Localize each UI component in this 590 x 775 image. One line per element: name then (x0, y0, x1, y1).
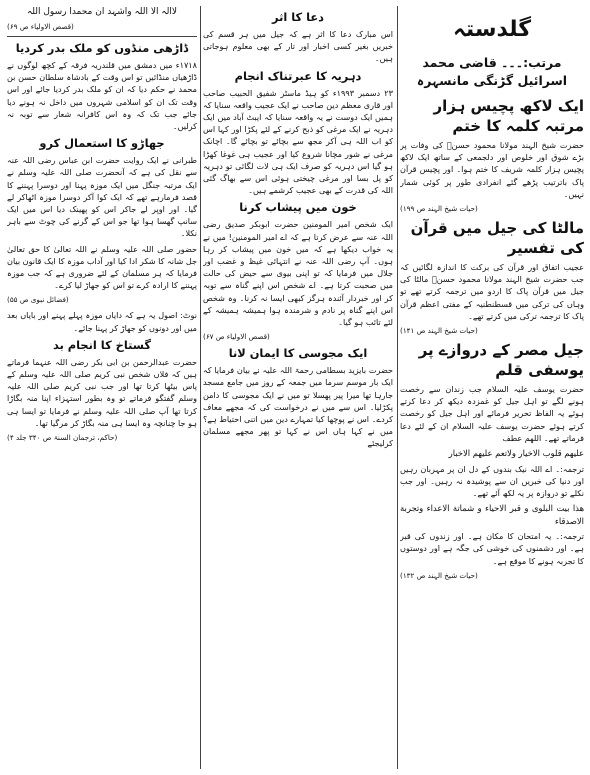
section-heading: گستاخ کا انجام بد (52, 337, 152, 352)
section-body: حضرت بایزید بسطامی رحمۃ اللہ علیہ نے بیان فرمایا کہ ایک بار موسم سرما میں جمعہ کے روز میں جامع مسجد جارہا تھا میرا پیر پھسلا تو میں نے ایک مجوسی کا دامن پکڑلیا۔ اس سے میں نے درخواست کی کہ مجھے معاف کردے۔ اس نے پوچھا کیا تمہارے دین میں اتنی احتیاط ہے؟ میں نے کہا ہاں اس نے کہا تو پھر مجھے مسلمان کرلیجئے (203, 365, 393, 449)
arabic-text: علیھم قلوب الاخیار ولاتعم علیھم الاخبار (448, 448, 584, 459)
byline: مرتب:۔۔۔ قاضی محمد اسرائیل گڑنگی مانسہرہ (416, 55, 568, 88)
section-body: ۲۳ دسمبر ۱۹۹۳ء کو ہیڈ ماسٹر شفیق الحبیب صاحب اور قاری معظم دین صاحب نے ایک عجیب واقعہ سنایا کہ ہمیں ایک دوست نے یہ واقعہ سنایا کہ ایبٹ آباد میں ایک دہریہ نے ایک مرغی کو ذبح کرنے کے لئے پکڑا اور کہا اس کو اب اللہ ہی آکر مجھ سے بچائے تو بچائے گا۔ اچانک مرغی نے شور مچانا شروع کیا اور عجیب ہی غوغا کھڑا ہو گیا اس دہریہ کو صرف ایک ہی لات لگائی تو دہریہ کو پل بسا اور مرغی چیختی ہوئی اس سے بھاگ گئی اللہ کی قدرت کے بھی عجیب کرشمے ہیں۔ (203, 87, 393, 196)
note: نوٹ: اصول یہ ہے کہ دایاں موزہ پہلے پہنے اور بایاں بعد میں اور دونوں کو جھاڑ کر پہنا جائے۔ (7, 310, 197, 333)
section-body: حضرت شیخ الہند مولانا محمود حسنؒ کی وفات پر بڑے شوق اور خلوص اور دلجمعی کے ساتھ ایک لاکھ پچیس ہزار کلمہ شریف کا ختم ہوا۔ اور پچیس قرآن پاک باترتیب پڑھے گئے انفرادی طور پر کوئی شمار نہیں۔ (400, 140, 584, 199)
section-body: عجیب اتفاق اور قرآن کی برکت کا اندازہ لگائیں کہ جب حضرت شیخ الہند مولانا محمود حسنؒ مالٹا کی جیل میں قرآن پاک کا اردو میں ترجمہ کرتے تھے تو وہاں کی ترکی میں قسطنطنیہ کے مفتی اعظم قرآن پاک کا ترجمہ ترکی میں کرتے تھے۔ (400, 262, 584, 321)
section-body: ۱۷۱۸ء میں دمشق میں قلندریہ فرقہ کے کچھ لوگوں نے ڈاڑھیاں منڈائیں تو اس وقت کے بادشاہ سلطان حسن بن محمد نے حکم دیا کہ ان کو ملک بدر کردیا جائے اور اس وقت تک ان کو اسلامی شہروں میں داخل نہ ہونے دیا جائے جب تک کہ وہ اس کافرانہ شعار سے توبہ نہ کرلیں۔ (7, 60, 197, 132)
section-body: اس مبارک دعا کا اثر ہے کہ جیل میں ہر قسم کی خبریں بغیر کسی اخبار اور تار کے بھی معلوم ہوجاتی ہیں۔ (203, 29, 393, 64)
column-divider (397, 6, 398, 769)
reference: (فضائل نبوی ص ۵۵) (7, 295, 69, 305)
section-heading: ایک لاکھ پچیس ہزار مرتبہ کلمہ کا ختم (433, 97, 584, 135)
reference: (حیات شیخ الہند ص ۱۴۱) (400, 326, 478, 336)
translation: ترجمہ:۔ یہ امتحان کا مکان ہے۔ اور زندوں کی قبر ہے۔ اور دشمنوں کی خوشی کی جگہ ہے اور دوستوں کا تجربہ ہونے کا موقع ہے۔ (400, 531, 584, 566)
right-column (400, 6, 584, 769)
reference: (قصص الاولیاء ص ۶۹) (7, 22, 74, 31)
section-body: ایک شخص امیر المومنین حضرت ابوبکر صدیق رضی اللہ عنہ سے عرض کرتا ہے کہ اے امیر المومنین! میں نے یہ خواب دیکھا ہے کہ میں خون میں پیشاب کر رہا ہوں۔ آپ رضی اللہ عنہ نے انتہائی غیظ و غضب اور جلال میں فرمایا کہ تو اپنی بیوی سے حیض کی حالت میں صحبت کرتا ہے۔ اے شخص اس اپنے گناہ سے توبہ کر اور خبردار آئندہ ہرگز کبھی ایسا نہ کرنا۔ وہ شخص اس اپنے گناہ پر نادم و شرمندہ ہوا ہمیشہ ہمیشہ کے لئے تائب ہو گیا۔ (203, 219, 393, 328)
section-body: طبرانی نے ایک روایت حضرت ابن عباس رضی اللہ عنہ سے نقل کی ہے کہ آنحضرت صلی اللہ علیہ وسلم نے ایک مرتبہ جنگل میں ایک موزہ پہنا اور دوسرا پہننے کا قصد فرمارہے تھے کہ ایک کوا آکر دوسرا موزہ اٹھاکر لے گیا۔ اور اوپر لے جاکر اس کو پھینک دیا اس میں ایک سانپ گھسا ہوا تھا جو اس کے گرنے کی چوٹ سے باہر نکلا۔ (7, 155, 197, 239)
reference: (حیات شیخ الہند ص ۱۳۲) (400, 570, 478, 580)
section-body: حضرت عبدالرحمن بن ابی بکر رضی اللہ عنہما فرماتے ہیں کہ فلاں شخص نبی کریم صلی اللہ علیہ وسلم کے پاس بیٹھا کرتا تھا اور جب نبی کریم صلی اللہ علیہ وسلم گفتگو فرماتے تو وہ بطور استہزاء اپنا منہ بگاڑا کرتا تھا آپ صلی اللہ علیہ وسلم نے فرمایا تو ایسا ہی ہو جا چنانچہ وہ ایسا ہی منہ بگاڑ کر مرگیا تھا۔ (7, 356, 197, 428)
reference: (حیات شیخ الہند ص ۱۹۹) (400, 204, 478, 214)
section-heading: مالٹا کی جیل میں قرآن کی تفسیر (410, 219, 584, 258)
section-heading: ایک مجوسی کا ایمان لانا (228, 346, 368, 361)
section-heading: دہریہ کا عبرتناک انجام (234, 68, 362, 83)
left-column (7, 6, 197, 769)
translation: ترجمہ:۔ اے اللہ نیک بندوں کے دل ان پر مہربان رہیں اور دنیا کی خبریں ان سے پوشیدہ نہ رہیں۔ اور جب نکلے تو دروازہ پر یہ لکھ آئے تھے۔ (400, 463, 584, 498)
continued-line: لاالہ الا اللہ واشہد ان محمدا رسول اللہ (27, 7, 177, 17)
column-divider (200, 6, 201, 769)
page-title: گلدستہ (453, 17, 531, 42)
section-body: حضرت یوسف علیہ السلام جب زندان سے رخصت ہونے لگے تو اہل جیل کو غمزدہ دیکھ کر دعا کرتے ہوئے یہ الفاظ تحریر فرمائے اور اہل جیل کو رخصت کرتے ہوئے حضرت یوسف علیہ السلام ان کے لئے دعا فرماتے تھے۔ اللھم عطف (400, 384, 584, 443)
reference: (حاکم، ترجمان السنۃ ص ۳۴۰ جلد ۴) (7, 433, 118, 443)
section-heading: جھاڑو کا استعمال کرو (39, 136, 165, 151)
reference: (قصص الاولیاء ص ۶۷) (203, 332, 270, 342)
section-heading: ڈاڑھی منڈوں کو ملک بدر کردیا (15, 41, 189, 55)
section-heading: جیل مصر کے دروازے پر یوسفی قلم (418, 341, 584, 380)
section-heading: دعا کا اثر (271, 10, 324, 24)
section-heading: خون میں پیشاب کرنا (239, 200, 357, 215)
section-body: حضور صلی اللہ علیہ وسلم نے اللہ تعالیٰ کا حق تعالیٰ جل شانہ کا شکر ادا کیا اور آداب موزہ کا ایک قانون بیان فرمایا کہ ہر مسلمان کے لئے ضروری ہے کہ جب موزہ پہننے کا ارادہ کرے تو اس کو جھاڑ لیا کرے۔ (7, 243, 197, 291)
arabic-text: ھذا بیت البلوی و قبر الاحیاء و شماتة الاعداء وتجربة الاصدقاء (400, 503, 584, 526)
middle-column (203, 6, 393, 769)
separator (7, 36, 197, 37)
